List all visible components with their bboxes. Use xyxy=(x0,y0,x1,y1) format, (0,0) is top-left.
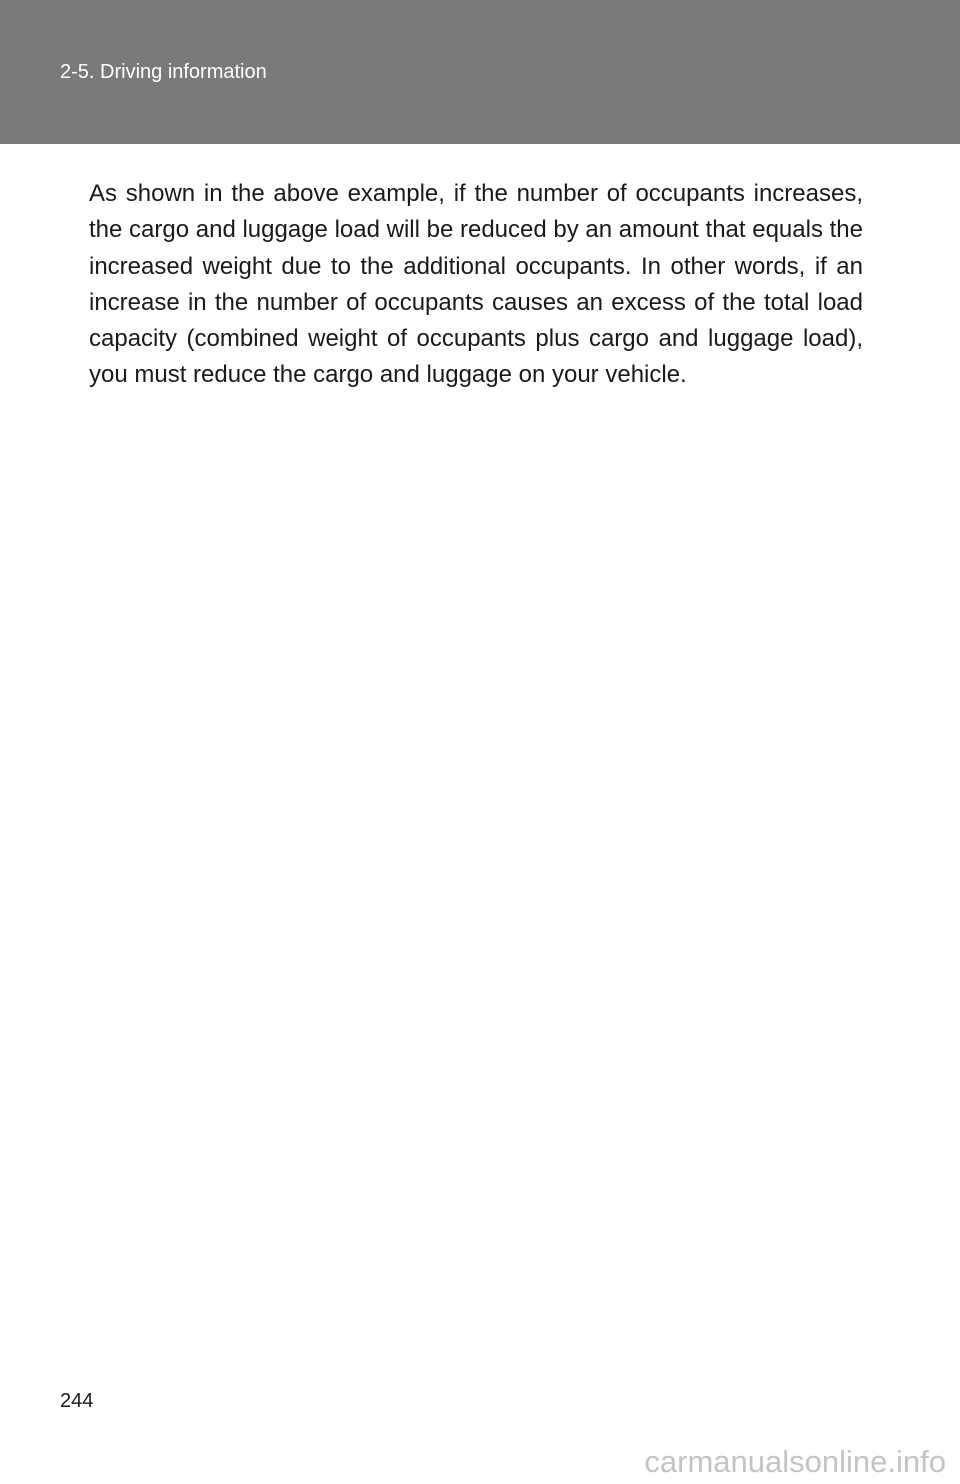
page-number: 244 xyxy=(60,1390,94,1412)
section-title: 2-5. Driving information xyxy=(60,61,267,83)
watermark-text: carmanualsonline.info xyxy=(644,1444,946,1479)
body-paragraph: As shown in the above example, if the number of occupants increases, the cargo and luggage load will be reduced by an amount that equals the increased weight due to the additional occupants. In other words, if an increase in the number of occupants causes an excess of the total load capacity (combined weight of occupants plus cargo and luggage load), you must reduce the cargo and luggage on your vehicle. xyxy=(89,180,863,389)
header-band xyxy=(0,0,960,144)
